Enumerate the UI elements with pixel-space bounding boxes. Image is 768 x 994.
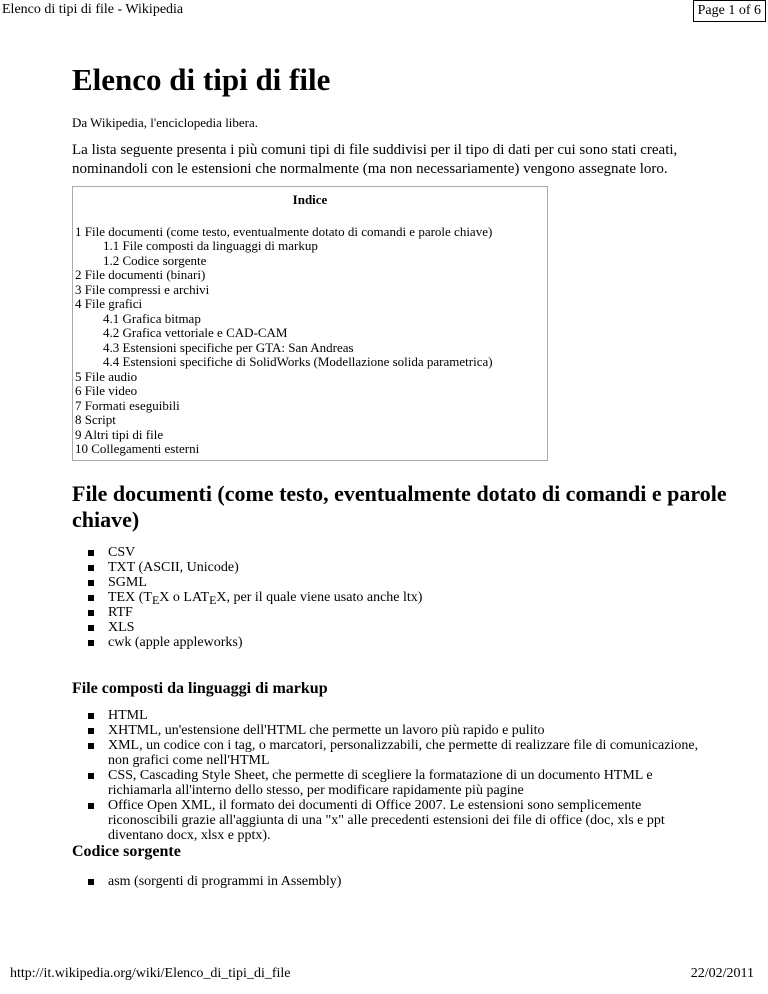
- print-header-page: Page 1 of 6: [693, 0, 766, 22]
- toc-item[interactable]: 4.3 Estensioni specifiche per GTA: San Andreas: [103, 339, 354, 355]
- list-item: CSS, Cascading Style Sheet, che permette di scegliere la formatazione di un documento HTML e richiamarla all'interno dello stesso, per modificare rapidamente più pagine: [86, 768, 706, 798]
- intro-paragraph: La lista seguente presenta i più comuni tipi di file suddivisi per il tipo di dati per cui sono stati creati, nominandoli con le estensioni che normalmente (ma non necessariamente) vengono assegnate loro.: [72, 142, 678, 177]
- list-item: TXT (ASCII, Unicode): [86, 560, 422, 575]
- table-of-contents: [72, 186, 548, 461]
- section-list: [86, 545, 422, 650]
- toc-title: Indice: [292, 192, 328, 207]
- toc-item[interactable]: 3 File compressi e archivi: [75, 281, 210, 297]
- list-item: XML, un codice con i tag, o marcatori, personalizzabili, che permette di realizzare file di comunicazione, non grafici come nell'HTML: [86, 738, 706, 768]
- print-footer-url: http://it.wikipedia.org/wiki/Elenco_di_tipi_di_file: [10, 966, 291, 981]
- toc-item[interactable]: 8 Script: [75, 412, 116, 427]
- page-title: Elenco di tipi di file: [72, 62, 331, 97]
- toc-item[interactable]: 4 File grafici: [75, 296, 143, 311]
- toc-item[interactable]: 10 Collegamenti esterni: [75, 441, 200, 456]
- toc-list: [73, 225, 547, 457]
- subsection-heading: Codice sorgente: [72, 843, 181, 860]
- toc-item[interactable]: 1 File documenti (come testo, eventualmente dotato di comandi e parole chiave): [75, 223, 493, 239]
- subsection-heading: File composti da linguaggi di markup: [72, 680, 328, 697]
- toc-item[interactable]: 1.1 File composti da linguaggi di markup: [103, 238, 318, 253]
- list-item: Office Open XML, il formato dei documenti di Office 2007. Le estensioni sono semplicemente riconoscibili grazie all'aggiunta di una "x" alle precedenti estensioni dei file di office (doc, xls e ppt diventano docx, xlsx e pptx).: [86, 798, 706, 843]
- toc-item[interactable]: 2 File documenti (binari): [75, 267, 206, 282]
- list-item: HTML: [86, 708, 706, 723]
- list-item: RTF: [86, 605, 422, 620]
- print-footer-date: 22/02/2011: [690, 966, 754, 981]
- site-tagline: Da Wikipedia, l'enciclopedia libera.: [72, 115, 259, 130]
- toc-item[interactable]: 4.1 Grafica bitmap: [103, 310, 201, 326]
- toc-item[interactable]: 4.4 Estensioni specifiche di SolidWorks (Modellazione solida parametrica): [103, 354, 493, 369]
- toc-item[interactable]: 6 File video: [75, 383, 138, 398]
- toc-item[interactable]: 1.2 Codice sorgente: [103, 252, 207, 268]
- list-item: XLS: [86, 620, 422, 635]
- list-item: XHTML, un'estensione dell'HTML che permette un lavoro più rapido e pulito: [86, 723, 706, 738]
- list-item: CSV: [86, 545, 422, 560]
- section-list: [86, 874, 341, 889]
- list-item: SGML: [86, 575, 422, 590]
- toc-item[interactable]: 4.2 Grafica vettoriale e CAD-CAM: [103, 325, 288, 340]
- toc-item[interactable]: 5 File audio: [75, 368, 138, 384]
- list-item: cwk (apple appleworks): [86, 635, 422, 650]
- print-header-title: Elenco di tipi di file - Wikipedia: [2, 2, 184, 17]
- list-item: asm (sorgenti di programmi in Assembly): [86, 874, 341, 889]
- toc-item[interactable]: 7 Formati eseguibili: [75, 397, 180, 413]
- toc-item[interactable]: 9 Altri tipi di file: [75, 426, 164, 442]
- section-list: [86, 708, 706, 843]
- list-item: TEX (TEX o LATEX, per il quale viene usato anche ltx): [86, 590, 422, 605]
- section-heading: File documenti (come testo, eventualmente dotato di comandi e parole chiave): [72, 481, 727, 532]
